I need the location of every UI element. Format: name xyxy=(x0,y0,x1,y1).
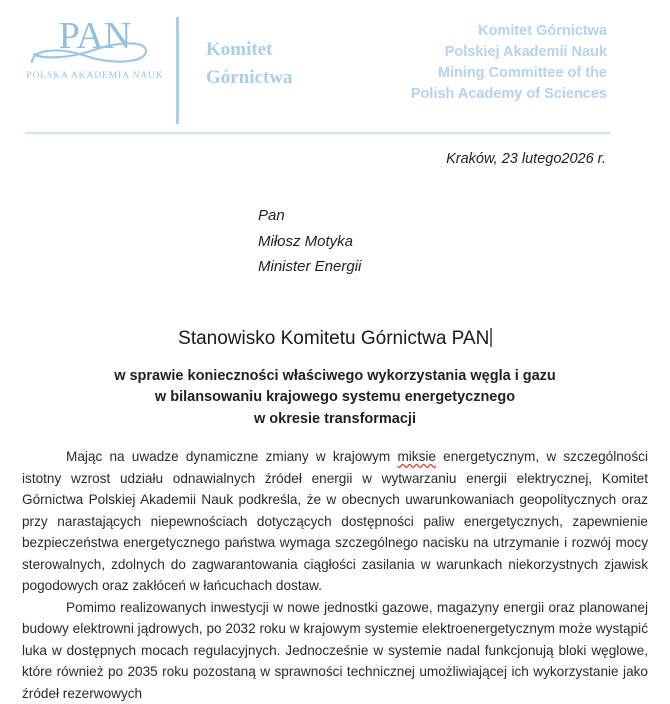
committee-line-2: Górnictwa xyxy=(206,64,293,92)
spellcheck-misspelled-word[interactable]: miksie xyxy=(397,449,436,464)
header-vertical-divider xyxy=(176,17,179,124)
document-page[interactable] xyxy=(0,151,670,704)
document-body[interactable] xyxy=(22,446,648,704)
subtitle-line-3: w okresie transformacji xyxy=(22,409,648,431)
svg-text:PAN: PAN xyxy=(59,18,132,57)
header-horizontal-rule xyxy=(25,132,610,134)
header-right-line-3: Mining Committee of the xyxy=(411,63,607,84)
date-line: Kraków, 23 lutego2026 r. xyxy=(22,151,648,167)
committee-name-serif xyxy=(206,36,293,92)
header-right-line-4: Polish Academy of Sciences xyxy=(411,84,607,105)
header-right-line-2: Polskiej Akademii Nauk xyxy=(411,42,607,63)
subtitle-line-2: w bilansowaniu krajowego systemu energetycznego xyxy=(22,387,648,409)
pan-lemniscate-icon xyxy=(20,18,170,70)
addressee-block xyxy=(22,203,648,280)
pan-logo-mark xyxy=(20,18,170,70)
paragraph-1-part-before: Mając na uwadze dynamiczne zmiany w krajowym xyxy=(66,449,397,464)
addressee-line-2: Miłosz Motyka xyxy=(258,229,648,255)
committee-line-1: Komitet xyxy=(206,36,293,64)
body-paragraph-1 xyxy=(22,446,648,597)
subtitle-line-1: w sprawie konieczności właściwego wykorzystania węgla i gazu xyxy=(22,366,648,388)
addressee-line-1: Pan xyxy=(258,203,648,229)
page-title-text: Stanowisko Komitetu Górnictwa PAN xyxy=(178,328,489,349)
header-bilingual-title xyxy=(411,21,607,105)
text-cursor-caret xyxy=(490,328,492,347)
pan-logo xyxy=(20,18,170,81)
header-right-line-1: Komitet Górnictwa xyxy=(411,21,607,42)
page-title xyxy=(22,327,648,351)
body-paragraph-2: Pomimo realizowanych inwestycji w nowe jednostki gazowe, magazyny energii oraz planowanej budowy elektrowni jądrowych, po 2032 roku w krajowym systemie elektroenergetycznym może wystąpić luka w dostępnych mocach regulacyjnych. Jednocześnie w systemie nadal funkcjonują bloki węglowe, które również po 2035 roku pozostaną w sprawności technicznej umożliwiającej ich wykorzystanie jako źródeł rezerwowych xyxy=(22,597,648,704)
letterhead xyxy=(0,0,670,134)
document-subtitle xyxy=(22,366,648,431)
addressee-line-3: Minister Energii xyxy=(258,254,648,280)
pan-logo-caption: POLSKA AKADEMIA NAUK xyxy=(20,71,170,81)
paragraph-1-part-after: energetycznym, w szczególności istotny wzrost udziału odnawialnych źródeł energii w wytwarzaniu energii elektrycznej, Komitet Górnictwa Polskiej Akademii Nauk podkreśla, że w obecnych uwarunkowaniach geopolitycznych oraz przy narastających niepewnościach dotyczących dostępności paliw energetycznych, zapewnienie bezpieczeństwa energetycznego państwa wymaga szczególnego nacisku na utrzymanie i rozwój mocy sterowalnych, zdolnych do zagwarantowania ciągłości zasilania w warunkach niekorzystnych zjawisk pogodowych oraz zakłóceń w łańcuchach dostaw. xyxy=(22,449,648,593)
